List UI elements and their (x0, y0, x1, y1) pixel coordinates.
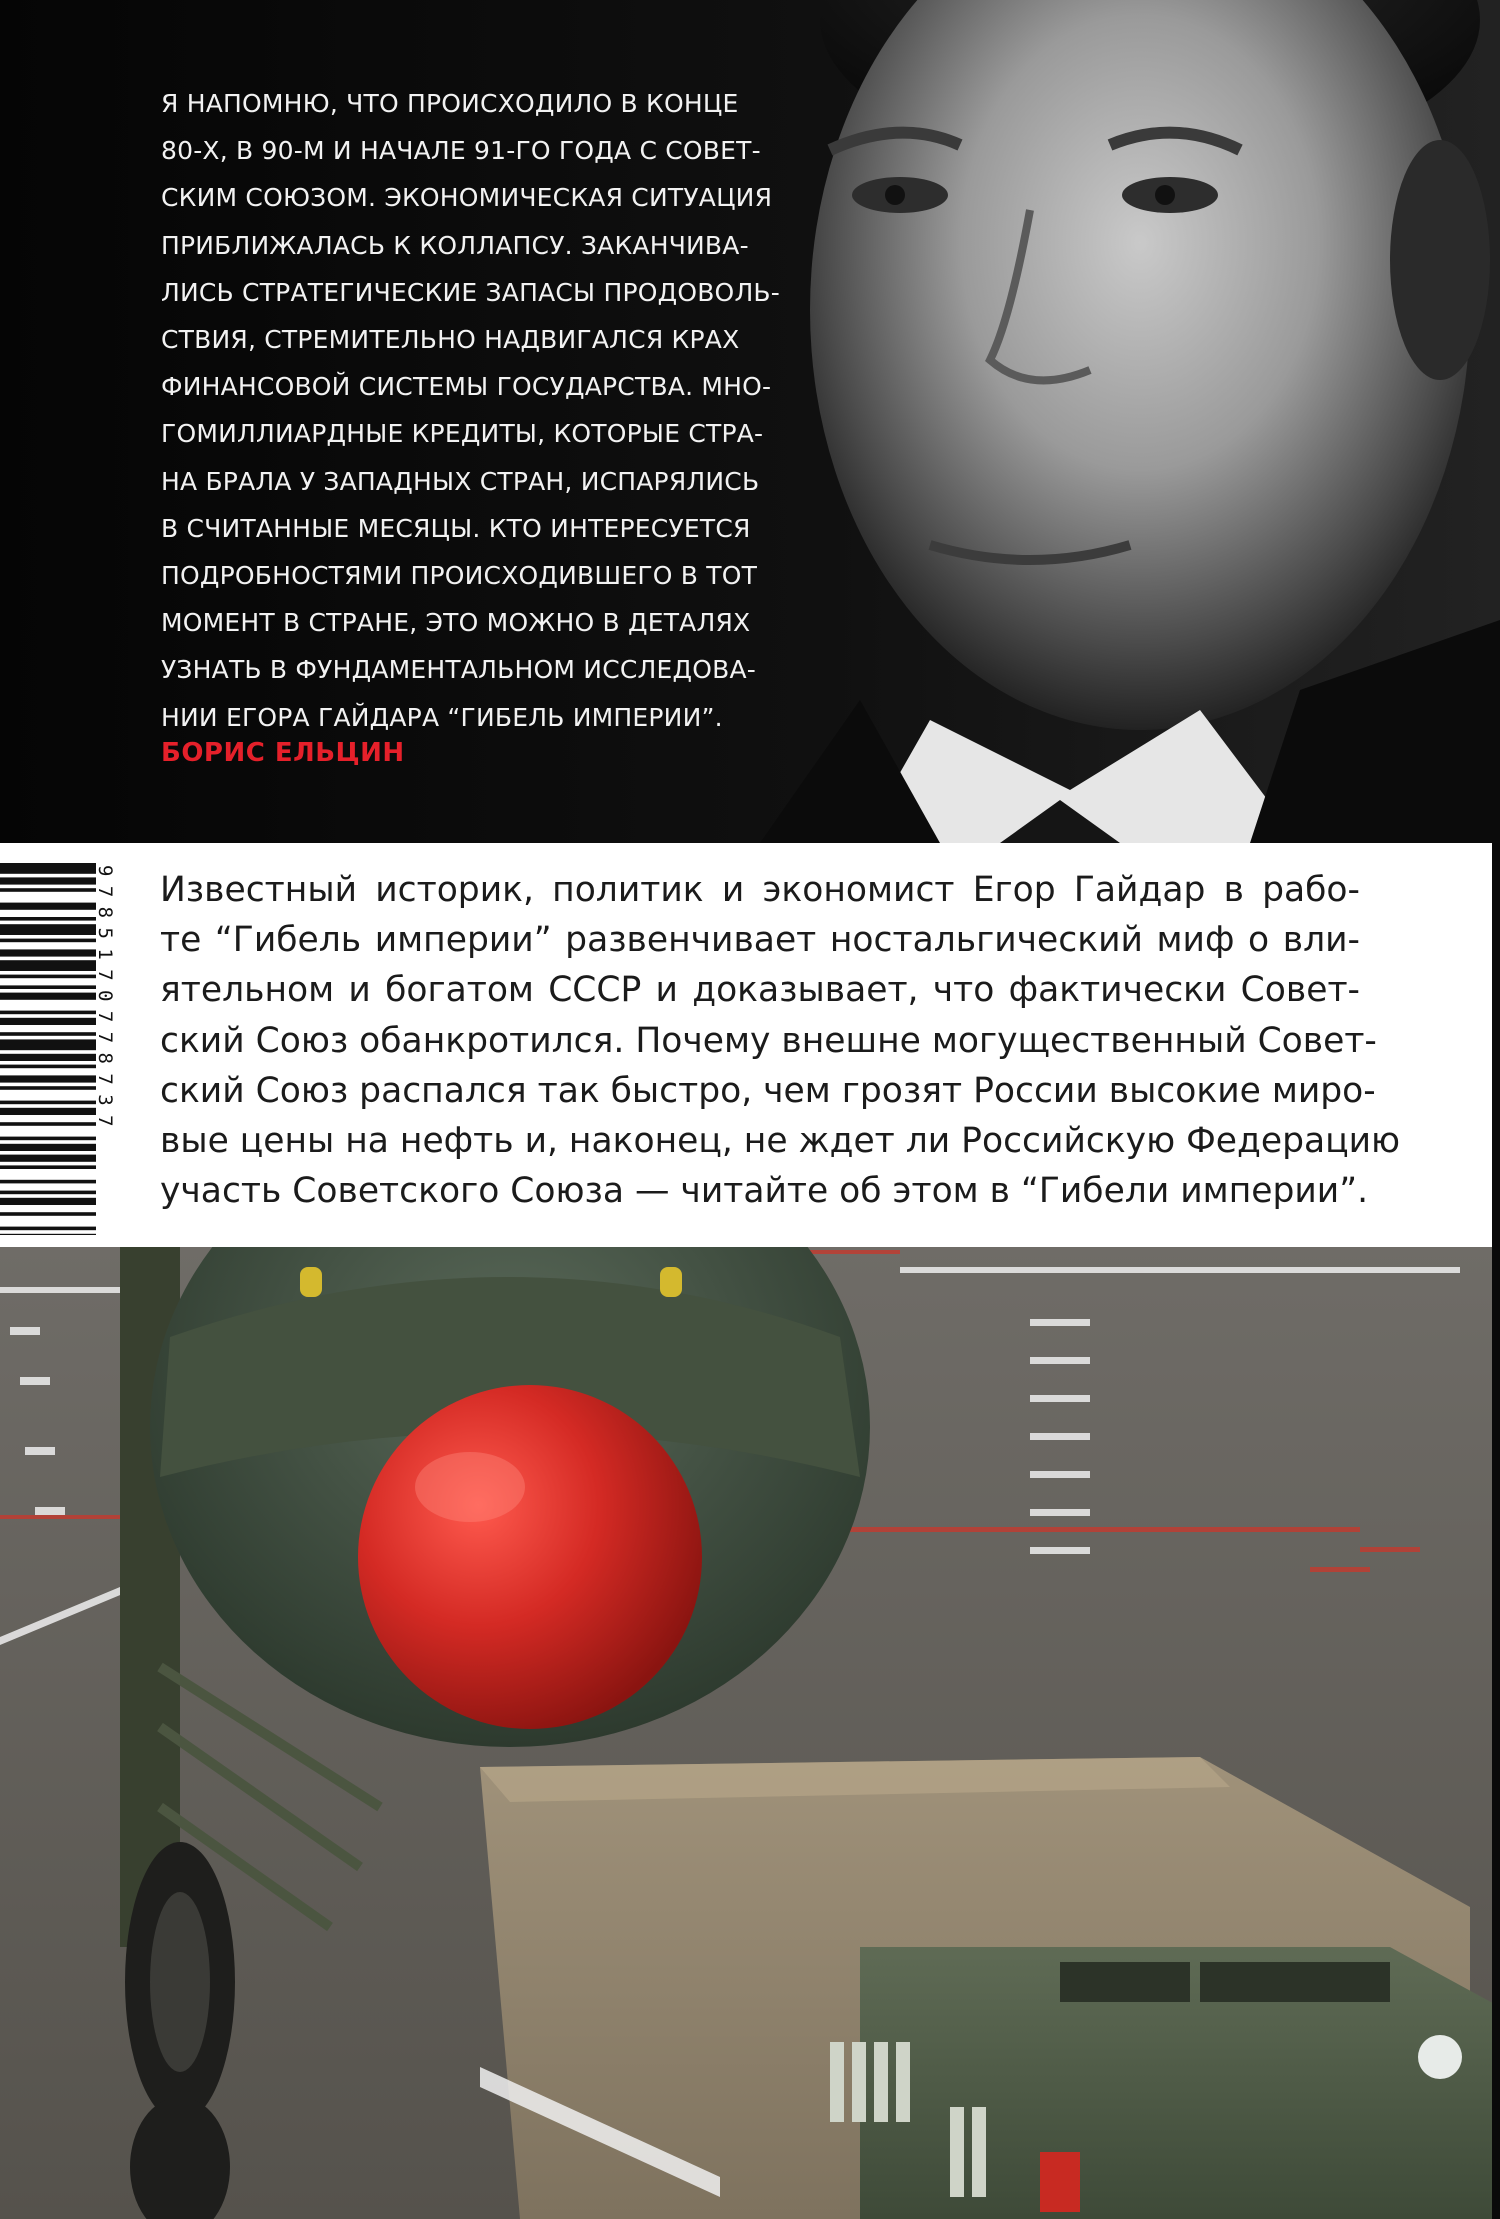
description-line: ский Союз обанкротился. Почему внешне могущественный Совет- (160, 1020, 1377, 1061)
quote-line: 80-Х, В 90-М И НАЧАЛЕ 91-ГО ГОДА С СОВЕТ- (161, 136, 761, 166)
quote-line: ЛИСЬ СТРАТЕГИЧЕСКИЕ ЗАПАСЫ ПРОДОВОЛЬ- (161, 277, 781, 307)
quote-line: СТВИЯ, СТРЕМИТЕЛЬНО НАДВИГАЛСЯ КРАХ (161, 325, 740, 355)
cover-edge (1492, 843, 1500, 2219)
portrait-panel (0, 0, 1500, 843)
missile-panel (0, 1247, 1500, 2219)
quote-line: НА БРАЛА У ЗАПАДНЫХ СТРАН, ИСПАРЯЛИСЬ (161, 466, 760, 496)
description-line: ятельном и богатом СССР и доказывает, что фактически Совет- (160, 970, 1360, 1011)
missile-parade-photo (0, 1247, 1500, 2219)
quote-line: МОМЕНТ В СТРАНЕ, ЭТО МОЖНО В ДЕТАЛЯХ (161, 608, 751, 638)
quote-line: Я НАПОМНЮ, ЧТО ПРОИСХОДИЛО В КОНЦЕ (161, 89, 739, 118)
isbn-digits: 9785170778737 (94, 865, 116, 1136)
description-line: ский Союз распался так быстро, чем грозят России высокие миро- (160, 1070, 1376, 1111)
description-line: вые цены на нефть и, наконец, не ждет ли Российскую Федерацию (160, 1121, 1401, 1162)
description-line: Известный историк, политик и экономист Егор Гайдар в рабо- (160, 870, 1360, 910)
quote-line: НИИ ЕГОРА ГАЙДАРА “ГИБЕЛЬ ИМПЕРИИ”. (161, 702, 723, 732)
barcode-bars (0, 863, 96, 1235)
book-description (160, 865, 1401, 1216)
description-line: участь Советского Союза — читайте об этом в “Гибели империи”. (160, 1171, 1369, 1212)
quote-line: УЗНАТЬ В ФУНДАМЕНТАЛЬНОМ ИССЛЕДОВА- (161, 655, 756, 685)
quote-text (161, 80, 781, 741)
quote-line: ПОДРОБНОСТЯМИ ПРОИСХОДИВШЕГО В ТОТ (161, 561, 758, 591)
quote-line: ПРИБЛИЖАЛАСЬ К КОЛЛАПСУ. ЗАКАНЧИВА- (161, 230, 749, 260)
description-line: те “Гибель империи” развенчивает ностальгический миф о вли- (160, 920, 1360, 961)
missile-nose-icon (358, 1385, 702, 1729)
isbn-number (96, 865, 116, 1237)
quote-line: ГОМИЛЛИАРДНЫЕ КРЕДИТЫ, КОТОРЫЕ СТРА- (161, 419, 764, 449)
quote-line: ФИНАНСОВОЙ СИСТЕМЫ ГОСУДАРСТВА. МНО- (161, 372, 772, 402)
description-band (0, 843, 1492, 1247)
quote-line: В СЧИТАННЫЕ МЕСЯЦЫ. КТО ИНТЕРЕСУЕТСЯ (161, 513, 751, 543)
quote-line: СКИМ СОЮЗОМ. ЭКОНОМИЧЕСКАЯ СИТУАЦИЯ (161, 183, 773, 213)
quote-author: БОРИС ЕЛЬЦИН (161, 738, 405, 768)
